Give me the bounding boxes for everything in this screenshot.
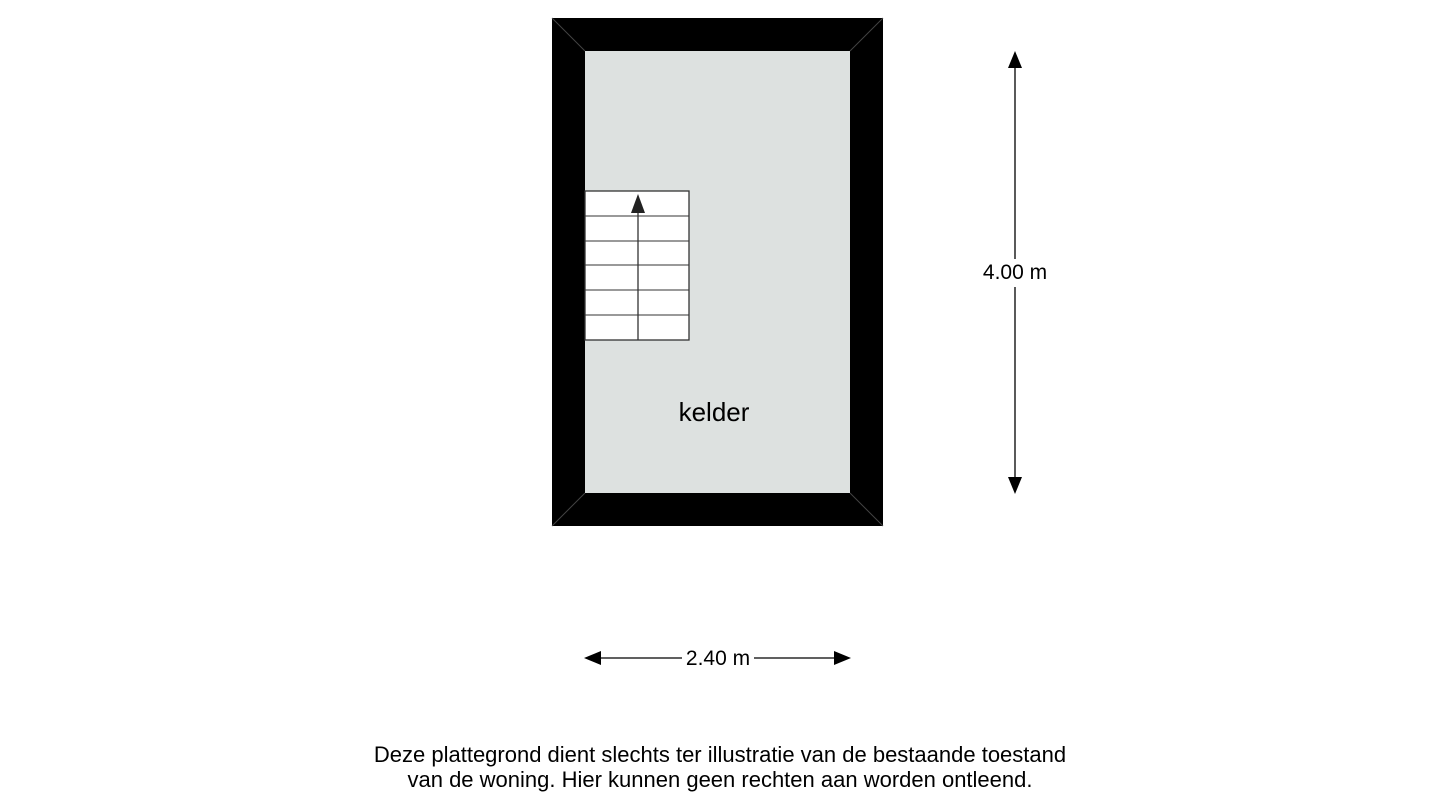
width-dimension-label: 2.40 m [682, 646, 754, 672]
height-dimension-label: 4.00 m [976, 260, 1054, 286]
arrow-down-icon [1008, 477, 1022, 494]
disclaimer-text [220, 742, 1220, 792]
arrow-left-icon [584, 651, 601, 665]
arrow-up-icon [1008, 51, 1022, 68]
room-label: kelder [678, 397, 750, 427]
disclaimer-line-2: van de woning. Hier kunnen geen rechten aan worden ontleend. [407, 767, 1033, 792]
disclaimer-line-1: Deze plattegrond dient slechts ter illustratie van de bestaande toestand [373, 742, 1067, 767]
arrow-right-icon [834, 651, 851, 665]
staircase [585, 191, 689, 340]
